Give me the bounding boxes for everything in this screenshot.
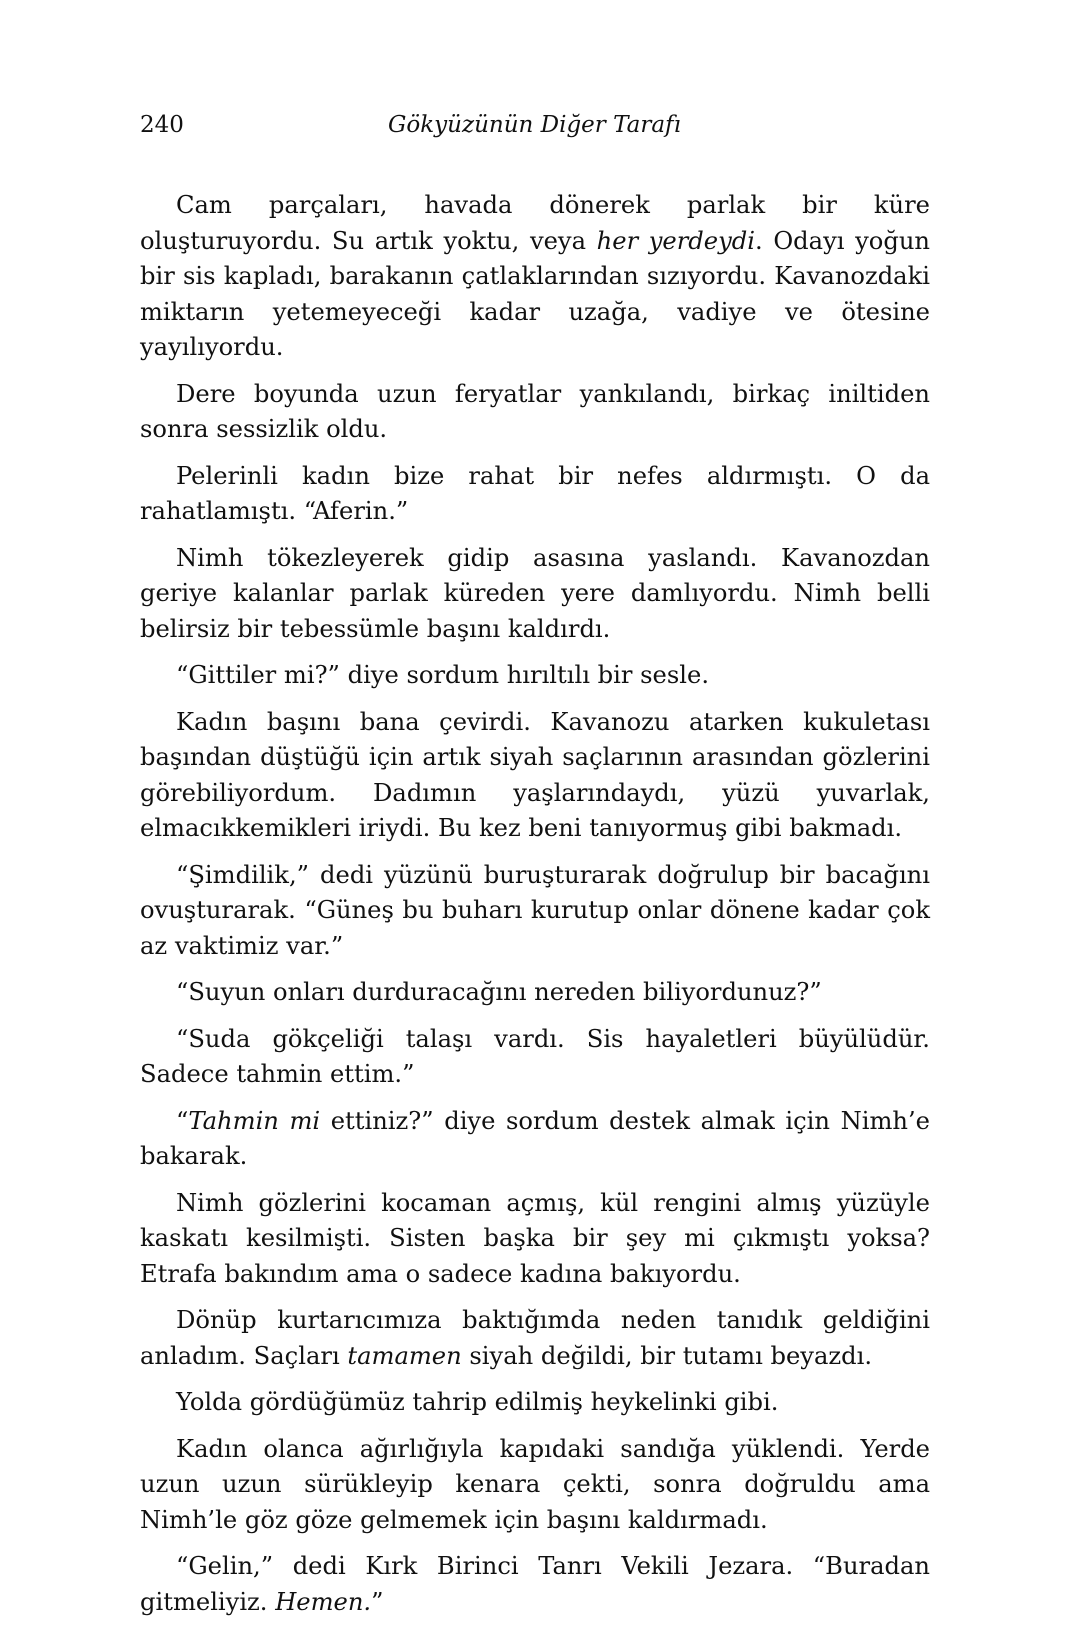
text-run: siyah değildi, bir tutamı beyazdı. (461, 1341, 873, 1370)
text-run: Nimh tökezleyerek gidip asasına yaslandı. Kavanozdan geriye kalanlar parlak küreden yere damlıyordu. Nimh belli belirsiz bir tebessümle başını kaldırdı. (140, 543, 930, 643)
emphasis-text: Tahmin mi (188, 1106, 321, 1135)
page-header (140, 112, 930, 152)
paragraph (140, 1549, 930, 1620)
paragraph (140, 377, 930, 448)
paragraph (140, 1022, 930, 1093)
paragraph (140, 658, 930, 694)
emphasis-text: tamamen (347, 1341, 462, 1370)
text-run: Nimh gözlerini kocaman açmış, kül rengini almış yüzüyle kaskatı kesilmişti. Sisten başka bir şey mi çıkmıştı yoksa? Etrafa bakındım ama o sadece kadına bakıyordu. (140, 1188, 930, 1288)
paragraph (140, 858, 930, 965)
text-run: “Şimdilik,” dedi yüzünü buruşturarak doğrulup bir bacağını ovuşturarak. “Güneş bu buharı kurutup onlar dönene kadar çok az vaktimiz var.” (140, 860, 930, 960)
text-run: Cam parçaları, havada dönerek parlak bir küre oluşturuyordu. Su artık yoktu, veya (140, 191, 930, 255)
text-run: ” (371, 1587, 384, 1616)
text-run: ettiniz?” diye sordum destek almak için Nimh’e bakarak. (140, 1106, 930, 1170)
text-run: Kadın olanca ağırlığıyla kapıdaki sandığa yüklendi. Yerde uzun uzun sürükleyip kenara çekti, sonra doğruldu ama Nimh’le göz göze gelmemek için başını kaldırmadı. (140, 1434, 930, 1534)
paragraph (140, 541, 930, 648)
body-text (140, 188, 930, 1631)
text-run: “Gittiler mi?” diye sordum hırıltılı bir sesle. (176, 661, 710, 689)
paragraph (140, 1104, 930, 1175)
text-run: “Suyun onları durduracağını nereden biliyordunuz?” (176, 978, 822, 1006)
paragraph (140, 705, 930, 847)
text-run: “Suda gökçeliği talaşı vardı. Sis hayaletleri büyülüdür. Sadece tahmin ettim.” (140, 1024, 930, 1088)
text-run: “Gelin,” dedi Kırk Birinci Tanrı Vekili Jezara. “Buradan gitmeliyiz. (140, 1552, 930, 1616)
paragraph (140, 1385, 930, 1421)
emphasis-text: her yerdeydi (596, 226, 755, 255)
paragraph (140, 1303, 930, 1374)
paragraph (140, 459, 930, 530)
paragraph (140, 1432, 930, 1539)
page-number: 240 (140, 112, 184, 138)
text-run: “ (176, 1106, 189, 1135)
text-run: Dönüp kurtarıcımıza baktığımda neden tanıdık geldiğini anladım. Saçları (140, 1306, 930, 1370)
text-run: Pelerinli kadın bize rahat bir nefes aldırmıştı. O da rahatlamıştı. “Aferin.” (140, 461, 930, 525)
paragraph (140, 975, 930, 1011)
text-run: Dere boyunda uzun feryatlar yankılandı, birkaç iniltiden sonra sessizlik oldu. (140, 379, 930, 443)
text-run: Yolda gördüğümüz tahrip edilmiş heykelinki gibi. (176, 1388, 779, 1416)
paragraph (140, 188, 930, 366)
emphasis-text: Hemen. (275, 1587, 372, 1616)
text-run: Kadın başını bana çevirdi. Kavanozu atarken kukuletası başından düştüğü için artık siyah saçlarının arasından gözlerini görebiliyordum. Dadımın yaşlarındaydı, yüzü yuvarlak, elmacıkkemikleri iriydi. Bu kez beni tanıyormuş gibi bakmadı. (140, 707, 930, 842)
running-title: Gökyüzünün Diğer Tarafı (388, 112, 681, 138)
text-run: . Odayı yoğun bir sis kapladı, barakanın çatlaklarından sızıyordu. Kavanozdaki miktarın yetemeyeceği kadar uzağa, vadiye ve ötesine yayılıyordu. (140, 226, 930, 361)
paragraph (140, 1186, 930, 1293)
